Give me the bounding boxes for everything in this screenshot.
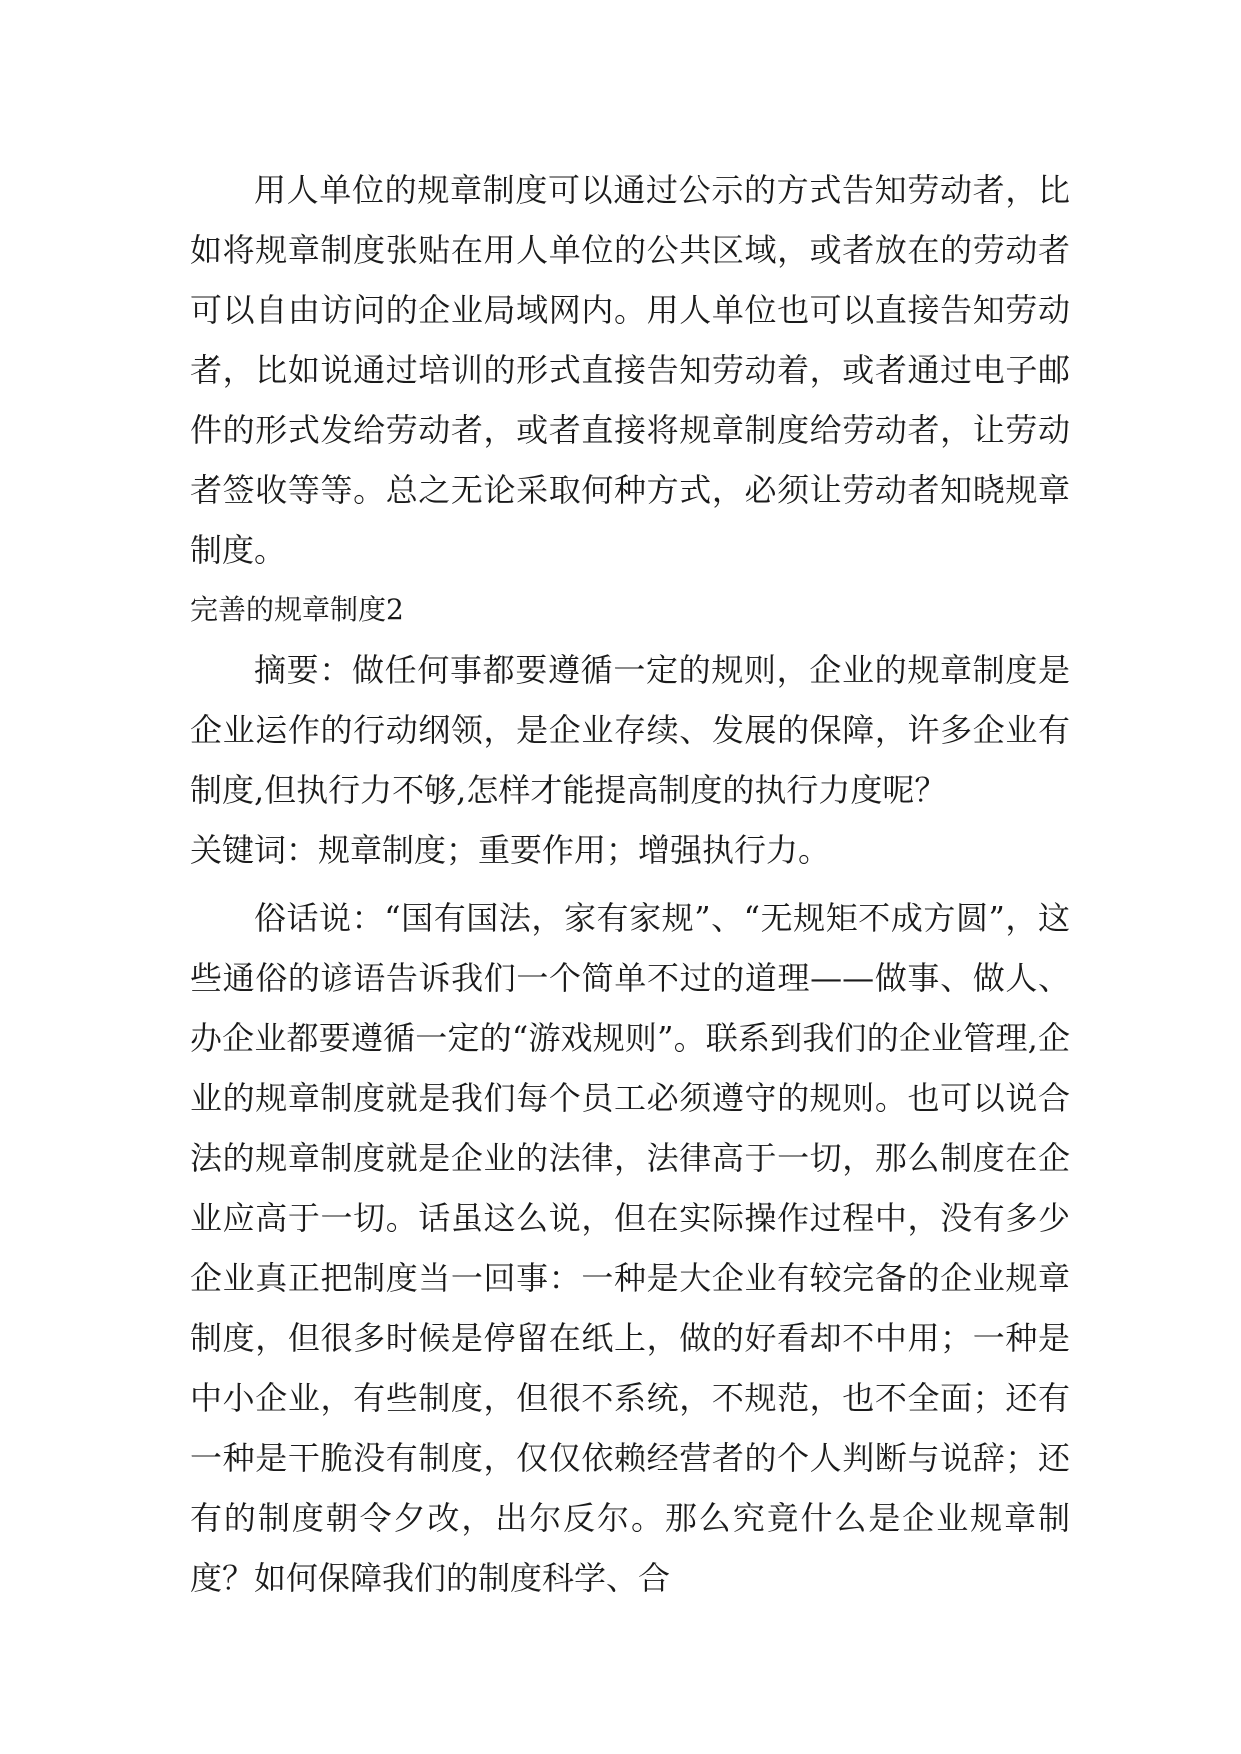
document-page — [190, 160, 1070, 1608]
abstract-paragraph: 摘要：做任何事都要遵循一定的规则，企业的规章制度是企业运作的行动纲领，是企业存续、发展的保障，许多企业有制度,但执行力不够,怎样才能提高制度的执行力度呢？ — [190, 651, 1070, 809]
body-paragraph: 用人单位的规章制度可以通过公示的方式告知劳动者，比如将规章制度张贴在用人单位的公共区域，或者放在的劳动者可以自由访问的企业局域网内。用人单位也可以直接告知劳动者，比如说通过培训的形式直接告知劳动着，或者通过电子邮件的形式发给劳动者，或者直接将规章制度给劳动者，让劳动者签收等等。总之无论采取何种方式，必须让劳动者知晓规章制度。 — [190, 171, 1070, 569]
body-paragraph: 俗话说：“国有国法，家有家规”、“无规矩不成方圆”，这些通俗的谚语告诉我们一个简单不过的道理——做事、做人、办企业都要遵循一定的“游戏规则”。联系到我们的企业管理,企业的规章制度就是我们每个员工必须遵守的规则。也可以说合法的规章制度就是企业的法律，法律高于一切，那么制度在企业应高于一切。话虽这么说，但在实际操作过程中，没有多少企业真正把制度当一回事：一种是大企业有较完备的企业规章制度，但很多时候是停留在纸上，做的好看却不中用；一种是中小企业，有些制度，但很不系统，不规范，也不全面；还有一种是干脆没有制度，仅仅依赖经营者的个人判断与说辞；还有的制度朝令夕改，出尔反尔。那么究竟什么是企业规章制度？如何保障我们的制度科学、合 — [190, 899, 1070, 1597]
section-heading: 完善的规章制度2 — [190, 593, 404, 626]
keywords-line: 关键词：规章制度；重要作用；增强执行力。 — [190, 831, 831, 869]
